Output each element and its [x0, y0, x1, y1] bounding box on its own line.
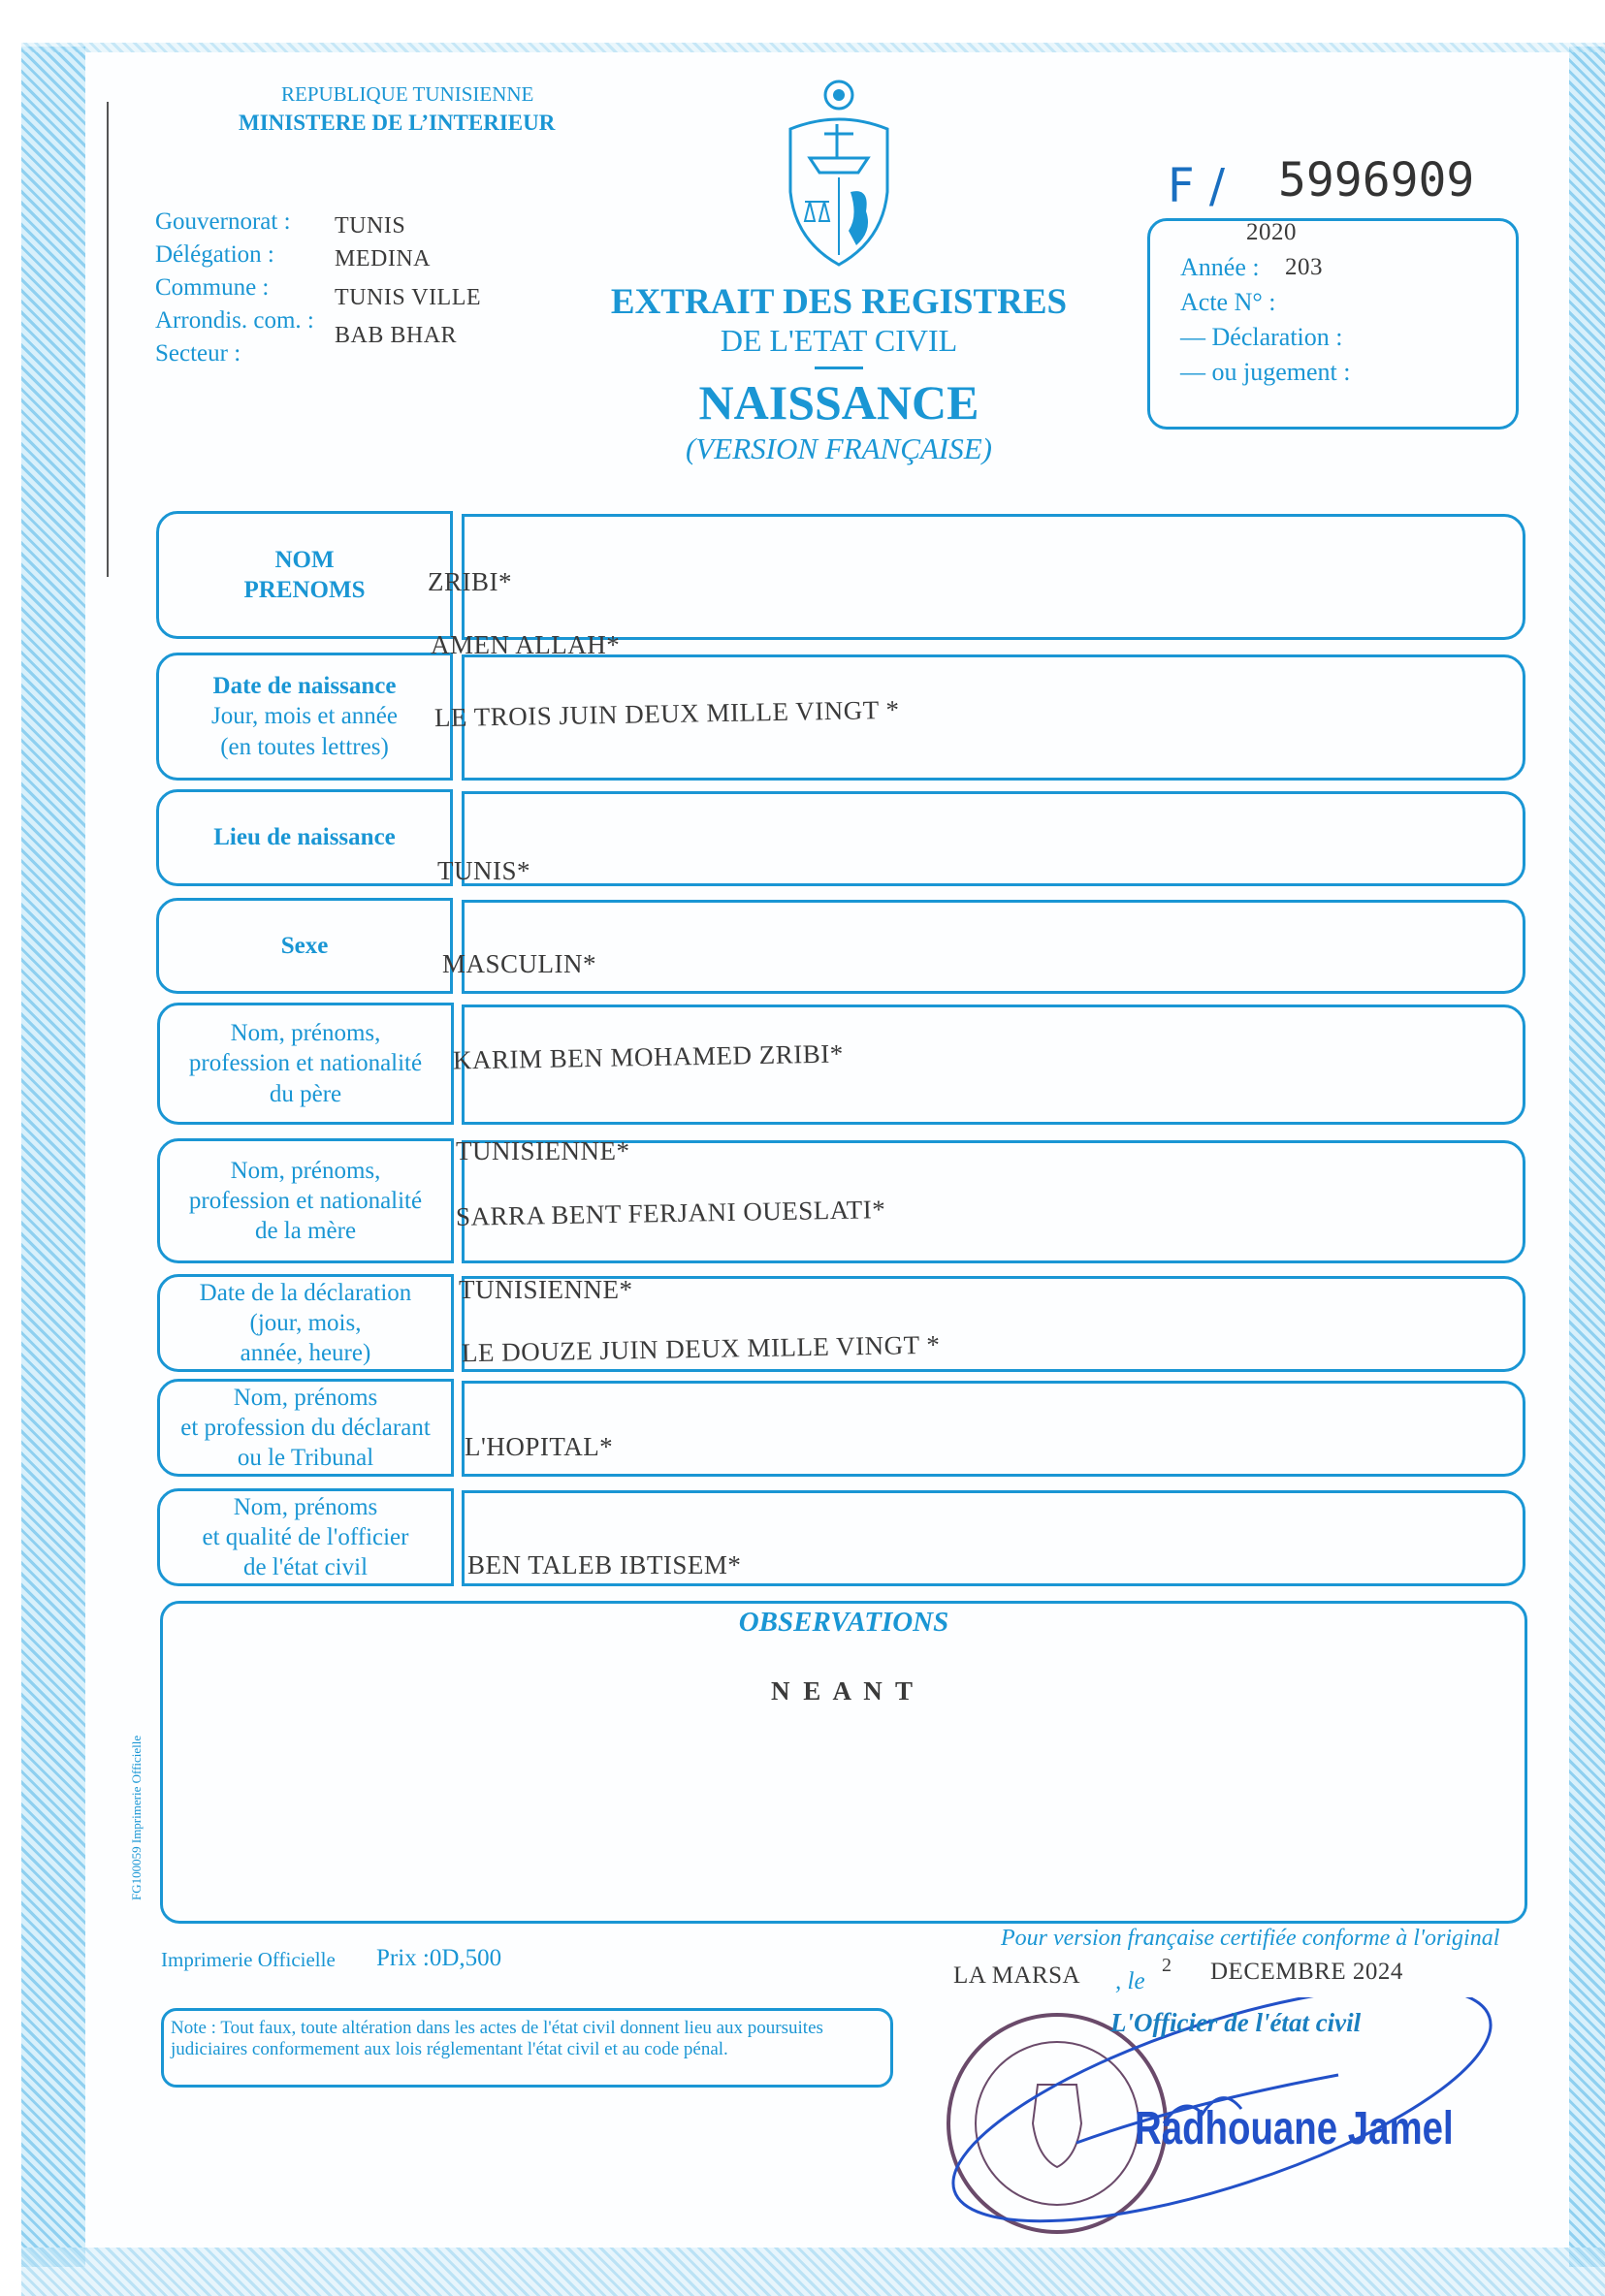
value-box-declarant — [462, 1381, 1525, 1477]
serial-number: 5996909 — [1278, 153, 1475, 207]
officer-title: L'Officier de l'état civil — [1110, 2008, 1362, 2037]
label-text: du père — [269, 1080, 342, 1107]
value-acte: 203 — [1285, 254, 1323, 280]
day: 2 — [1162, 1955, 1172, 1976]
label-text: année, heure) — [240, 1340, 371, 1367]
title-extrait: EXTRAIT DES REGISTRES — [610, 282, 1068, 322]
label-mere — [157, 1138, 454, 1263]
place: LA MARSA — [953, 1962, 1081, 1989]
serial-prefix: F / — [1168, 159, 1226, 213]
value-box-nom — [462, 514, 1525, 640]
label-text: Date de naissance — [212, 673, 397, 700]
label-jugement: — ou jugement : — [1180, 358, 1351, 386]
label-date-declaration — [157, 1274, 454, 1372]
value-commune: TUNIS VILLE — [335, 285, 482, 310]
value-lieu: TUNIS* — [437, 856, 530, 885]
value-delegation: MEDINA — [335, 246, 431, 271]
label-text: Jour, mois et année — [210, 703, 398, 730]
price: Prix :0D,500 — [376, 1945, 502, 1971]
value-nom: ZRIBI* — [428, 567, 512, 596]
officer-name-stamp: Radhouane Jamel — [1135, 2103, 1454, 2154]
value-officier: BEN TALEB IBTISEM* — [467, 1550, 742, 1579]
value-annee: 2020 — [1246, 219, 1297, 245]
label-text: et profession du déclarant — [180, 1414, 431, 1441]
label-text: Nom, prénoms — [233, 1384, 378, 1411]
observations-title: OBSERVATIONS — [738, 1607, 949, 1638]
certified-text: Pour version française certifiée conforme à l'original — [1001, 1926, 1500, 1951]
label-text: de la mère — [254, 1218, 357, 1245]
value-box-sexe — [462, 900, 1525, 994]
observations-value: N E A N T — [771, 1676, 914, 1706]
le-label: , le — [1115, 1968, 1145, 1994]
republic-heading: REPUBLIQUE TUNISIENNE — [281, 82, 534, 106]
note-text: Tout faux, toute altération dans les actes de l'état civil donnent lieu aux poursuites judiciaires conformement aux lois réglementant l'état civil et au code pénal. — [171, 2018, 823, 2059]
title-etat-civil: DE L'ETAT CIVIL — [720, 323, 958, 358]
ministry-heading: MINISTERE DE L’INTERIEUR — [239, 111, 556, 135]
value-date-declaration: LE DOUZE JUIN DEUX MILLE VINGT * — [461, 1329, 941, 1368]
side-print-code: FG100059 Imprimerie Officielle — [129, 1735, 144, 1900]
label-commune: Commune : — [155, 274, 270, 301]
value-pere-nom: KARIM BEN MOHAMED ZRIBI* — [452, 1038, 844, 1075]
label-text: Date de la déclaration — [199, 1279, 412, 1306]
registration-labels — [1180, 250, 1350, 390]
label-text: (jour, mois, — [249, 1309, 362, 1336]
label-text: Nom, prénoms, — [230, 1157, 381, 1184]
label-nom-prenoms — [156, 511, 453, 639]
label-text: Sexe — [280, 932, 329, 959]
label-secteur: Secteur : — [155, 340, 241, 367]
value-gouvernorat: TUNIS — [335, 213, 406, 239]
label-sexe — [156, 898, 453, 994]
label-officier — [157, 1488, 454, 1586]
label-text: Nom, prénoms, — [230, 1020, 381, 1047]
title-version: (VERSION FRANÇAISE) — [686, 431, 992, 465]
value-sexe: MASCULIN* — [442, 949, 597, 978]
label-text: (en toutes lettres) — [220, 733, 389, 760]
label-text: ou le Tribunal — [237, 1445, 374, 1472]
label-text: profession et nationalité — [188, 1050, 423, 1077]
label-text: Lieu de naissance — [213, 824, 396, 851]
tunisia-coat-of-arms-icon — [781, 76, 897, 270]
label-text: Nom, prénoms — [233, 1493, 378, 1520]
label-text: profession et nationalité — [188, 1187, 423, 1214]
value-box-lieu — [462, 791, 1525, 886]
value-mere-nationalite: TUNISIENNE* — [459, 1275, 633, 1304]
title-naissance: NAISSANCE — [698, 375, 979, 430]
value-pere-nationalite: TUNISIENNE* — [456, 1136, 630, 1165]
value-arrondissement: BAB BHAR — [335, 323, 458, 348]
note — [171, 2018, 888, 2060]
label-text: NOM — [274, 546, 335, 573]
value-prenoms: AMEN ALLAH* — [431, 630, 621, 659]
security-border-bottom — [21, 2248, 1605, 2296]
label-gouvernorat: Gouvernorat : — [155, 208, 291, 235]
label-text: de l'état civil — [242, 1554, 369, 1581]
label-annee: Année : — [1180, 253, 1260, 281]
label-pere — [157, 1003, 454, 1125]
label-date-naissance — [156, 653, 453, 781]
month-year: DECEMBRE 2024 — [1210, 1959, 1403, 1985]
security-border-top — [21, 43, 1605, 52]
label-delegation: Délégation : — [155, 241, 274, 268]
label-acte: Acte N° : — [1180, 288, 1276, 316]
value-declarant: L'HOPITAL* — [465, 1432, 614, 1461]
label-declarant — [157, 1379, 454, 1477]
label-declaration: — Déclaration : — [1180, 323, 1343, 351]
label-text: PRENOMS — [243, 577, 366, 603]
title-divider — [815, 367, 863, 369]
note-label: Note : — [171, 2018, 216, 2038]
label-lieu-naissance — [156, 789, 453, 886]
printer-name: Imprimerie Officielle — [161, 1948, 336, 1971]
observations-box — [160, 1601, 1527, 1924]
label-arrondissement: Arrondis. com. : — [155, 307, 314, 334]
value-date-naissance: LE TROIS JUIN DEUX MILLE VINGT * — [433, 694, 900, 733]
value-mere-nom: SARRA BENT FERJANI OUESLATI* — [455, 1195, 886, 1231]
label-text: et qualité de l'officier — [202, 1523, 409, 1550]
